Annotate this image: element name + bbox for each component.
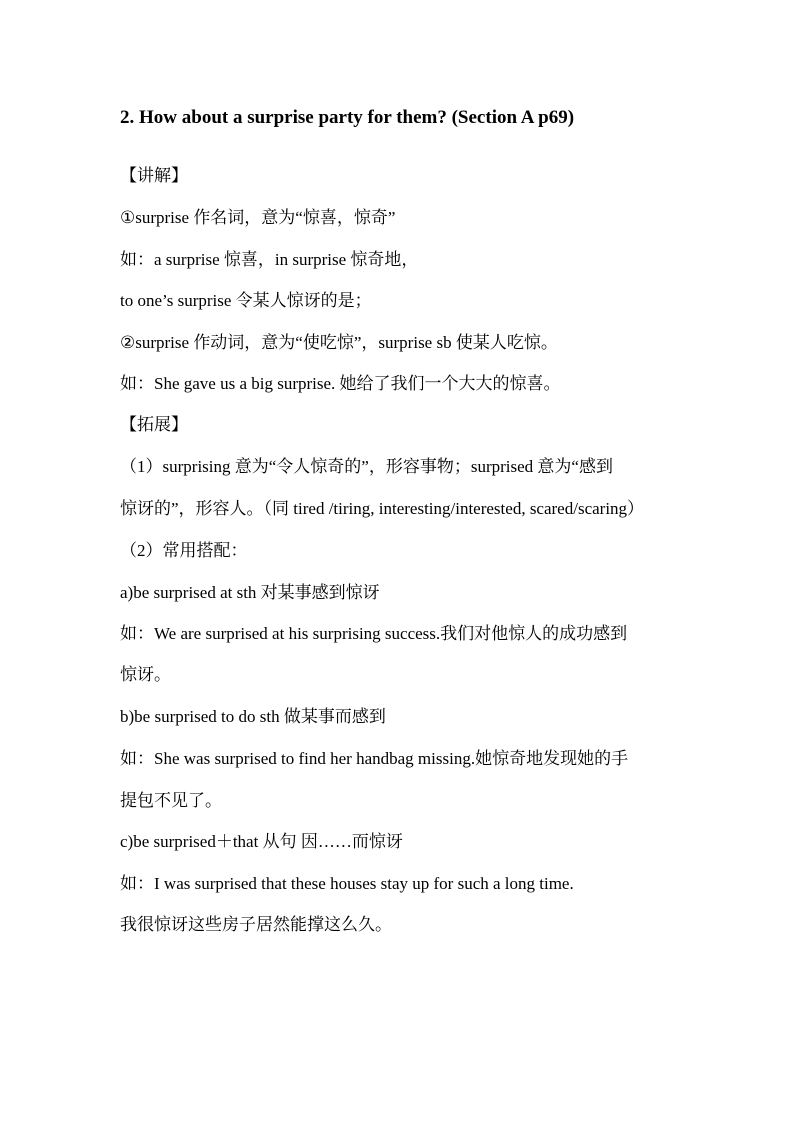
text-line: 如：a surprise 惊喜，in surprise 惊奇地， xyxy=(120,250,419,269)
text-line: （2）常用搭配： xyxy=(120,541,248,560)
text-line: （1）surprising 意为“令人惊奇的”，形容事物；surprised 意为“感到 xyxy=(120,457,613,476)
text-line: ②surprise 作动词，意为“使吃惊”，surprise sb 使某人吃惊。 xyxy=(120,333,558,352)
label-extension: 【拓展】 xyxy=(120,415,188,434)
section-heading: 2. How about a surprise party for them? (Section A p69) xyxy=(120,107,575,128)
label-explanation: 【讲解】 xyxy=(120,166,188,185)
text-line: ①surprise 作名词，意为“惊喜，惊奇” xyxy=(120,208,396,227)
text-line: 如：We are surprised at his surprising success.我们对他惊人的成功感到 xyxy=(120,624,628,643)
text-line: b)be surprised to do sth 做某事而感到 xyxy=(120,707,386,726)
text-line: 提包不见了。 xyxy=(120,791,222,810)
text-line: to one’s surprise 令某人惊讶的是； xyxy=(120,291,372,310)
text-line: 如：I was surprised that these houses stay up for such a long time. xyxy=(120,874,574,893)
text-line: 如：She gave us a big surprise. 她给了我们一个大大的惊喜。 xyxy=(120,374,561,393)
text-line: 如：She was surprised to find her handbag missing.她惊奇地发现她的手 xyxy=(120,749,629,768)
text-line: c)be surprised＋that 从句 因……而惊讶 xyxy=(120,832,403,851)
text-line: 我很惊讶这些房子居然能撑这么久。 xyxy=(120,915,392,934)
text-line: a)be surprised at sth 对某事感到惊讶 xyxy=(120,583,380,602)
text-line: 惊讶的”，形容人。（同 tired /tiring, interesting/interested, scared/scaring） xyxy=(120,499,645,518)
text-line: 惊讶。 xyxy=(120,665,171,684)
